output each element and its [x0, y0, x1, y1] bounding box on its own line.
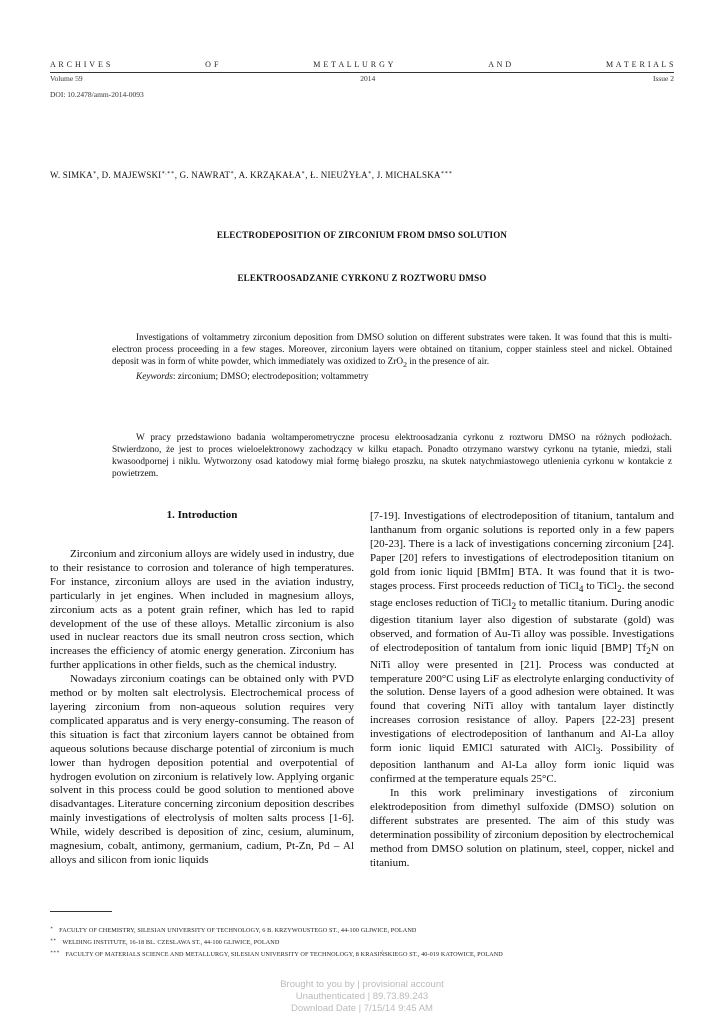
section-heading: 1. Introduction: [166, 509, 238, 521]
watermark-line: Unauthenticated | 89.73.89.243: [295, 991, 429, 1002]
header-rule: [50, 72, 674, 73]
paragraph: In this work preliminary investigations of zirconium elektrodeposition from dimethyl sulfoxide (DMSO) solution on different substrates are presented. The aim of this study was determination possibility of zirconium deposition by electrochemical method from DMSO solution on platinum, steel, copper, nickel and titanium.: [370, 786, 674, 869]
journal-word: A R C H I V E S: [50, 60, 111, 69]
abstract-polish: [112, 432, 672, 480]
footnote: ∗∗∗ FACULTY OF MATERIALS SCIENCE AND METALLURGY, SILESIAN UNIVERSITY OF TECHNOLOGY, 8 KRASIŃSKIEGO ST., 40-019 KATOWICE, POLAND: [50, 949, 503, 959]
paper-title-polish: ELEKTROOSADZANIE CYRKONU Z ROZTWORU DMSO: [237, 273, 487, 283]
watermark-line: Brought to you by | provisional account: [280, 979, 444, 990]
paragraph: Nowadays zirconium coatings can be obtained only with PVD method or by molten salt electrolysis. Electrochemical process of layering zirconium from non-aqueous solution requires very complicated apparatus and is very energy-consuming. The reason of this situation is fact that zirconium layers cannot be obtained from aqueous solutions because discharge potential of zirconium is much lower than hydrogen deposition potential and overpotential of hydrogen evolution on zirconium is relatively low. Applying organic solvent in this process could be good solution to mentioned above disadvantages. Literature concerning zirconium deposition describes mainly investigations of electrolysis of molten salts process [1-6]. While, widely described is deposition of zinc, cesium, aluminum, magnesium, cobalt, antimony, germanium, cadium, Pt-Zn, Pd – Al alloys and silicon from ionic liquids: [50, 673, 354, 866]
author-list: W. SIMKA∗, D. MAJEWSKI∗,∗∗, G. NAWRAT∗, A. KRZĄKAŁA∗, Ł. NIEUŻYŁA∗, J. MICHALSKA∗∗∗: [50, 170, 453, 180]
journal-name: [50, 60, 674, 69]
left-column: [50, 548, 354, 868]
footnote: ∗∗ WELDING INSTITUTE, 16-18 BL. CZESLAWA ST., 44-100 GLIWICE, POLAND: [50, 937, 280, 947]
journal-word: M A T E R I A L S: [606, 60, 674, 69]
year: 2014: [360, 74, 376, 83]
paragraph: Zirconium and zirconium alloys are widely used in industry, due to their resistance to corrosion and tolerance of high temperatures. For instance, zirconium alloys are used in the aviation industry, particularly in jet engines. When included in magnesium alloys, zirconium acts as a potent grain refiner, which has led to rapid development of the use of these alloys. Metallic zirconium is also used in nuclear reactors due its small neutron cross section, which increases the efficiency of atomic energy generation. Zirconium has further applications in other fields, such as the chemical industry.: [50, 548, 354, 672]
journal-word: M E T A L L U R G Y: [313, 60, 394, 69]
abstract-polish-text: W pracy przedstawiono badania woltamperometryczne procesu elektroosadzania cyrkonu z roztworu DMSO na różnych podłożach. Stwierdzono, że jest to proces wieloelektronowy zachodzący w kilku etapach. Ponadto otrzymano warstwy cyrkonu na tytanie, miedzi, stali kwasoodpornej i niklu. Wytworzony osad katodowy miał formę białego proszku, na skutek natychmiastowego utlenienia cyrkonu w kontakcie z powietrzem.: [112, 433, 672, 480]
abstract: [112, 332, 672, 383]
issue: Issue 2: [652, 74, 674, 83]
footnote: ∗ FACULTY OF CHEMISTRY, SILESIAN UNIVERSITY OF TECHNOLOGY, 6 B. KRZYWOUSTEGO ST., 44-100 GLIWICE, POLAND: [50, 925, 417, 935]
watermark-line: Download Date | 7/15/14 9:45 AM: [291, 1003, 433, 1014]
keywords: Keywords: zirconium; DMSO; electrodeposition; voltammetry: [136, 372, 369, 383]
author: G. NAWRAT: [179, 170, 231, 180]
journal-word: O F: [205, 60, 219, 69]
author: J. MICHALSKA: [376, 170, 441, 180]
abstract-text: Investigations of voltammetry zirconium deposition from DMSO solution on different substrates were taken. It was found that this is multi-electron process proceeding in a few stages. Moreover, zirconium layers were obtained on titanium, copper stainless steel and nickel. Obtained deposit was in form of white powder, which immediately was oxidized to ZrO$_2$ in the presence of air.: [112, 333, 672, 370]
author: Ł. NIEUŻYŁA: [310, 170, 368, 180]
author: D. MAJEWSKI: [101, 170, 162, 180]
paragraph: [7-19]. Investigations of electrodeposition of titanium, tantalum and lanthanum from organic solutions is reported only in a few papers [20-23]. There is a lack of investigations concerning zirconium [24]. Paper [20] refers to investigations of electrodeposition titanium on gold from ionic liquid [BMIm] BTA. It was found that it is two-stages process. First proceeds reduction of TiCl$_4$ to TiCl$_2$. the second stage encloses reduction of TiCl$_2$ to metallic titanium. During anodic digestion titanium layer also digestion of substarate (gold) was observed, and formation of Au-Ti alloy was possible. Investigations of electrodeposition of tantalum from ionic liquid [BMP] $Tf_2N$ on NiTi alloy were presented in [21]. Process was conducted at temperature 200°C using LiF as electrolyte enlarging conductivity of the solution. Dense layers of a good adhesion were obtained. It was found that covering NiTi alloy with tantalum layer distinctly increases corrosion resistance of alloy. Papers [22-23] present investigations of electrodeposition of lanthanum and Al-La alloy form ionic liquid EMICl saturated with AlCl$_3$. Possibility of deposition lanthanum and Al-La alloy form ionic liquid was confirmed at the temperature equals 25°C.: [370, 510, 675, 786]
keywords-label: Keywords: [136, 372, 173, 383]
issue-meta: [50, 74, 674, 83]
author: A. KRZĄKAŁA: [238, 170, 302, 180]
right-column: [370, 510, 674, 870]
doi: DOI: 10.2478/amm-2014-0093: [50, 90, 144, 99]
volume: Volume 59: [50, 74, 83, 83]
author: W. SIMKA: [50, 170, 93, 180]
footnote-rule: [50, 911, 112, 912]
journal-word: A N D: [488, 60, 512, 69]
paper-title: ELECTRODEPOSITION OF ZIRCONIUM FROM DMSO SOLUTION: [216, 230, 508, 240]
